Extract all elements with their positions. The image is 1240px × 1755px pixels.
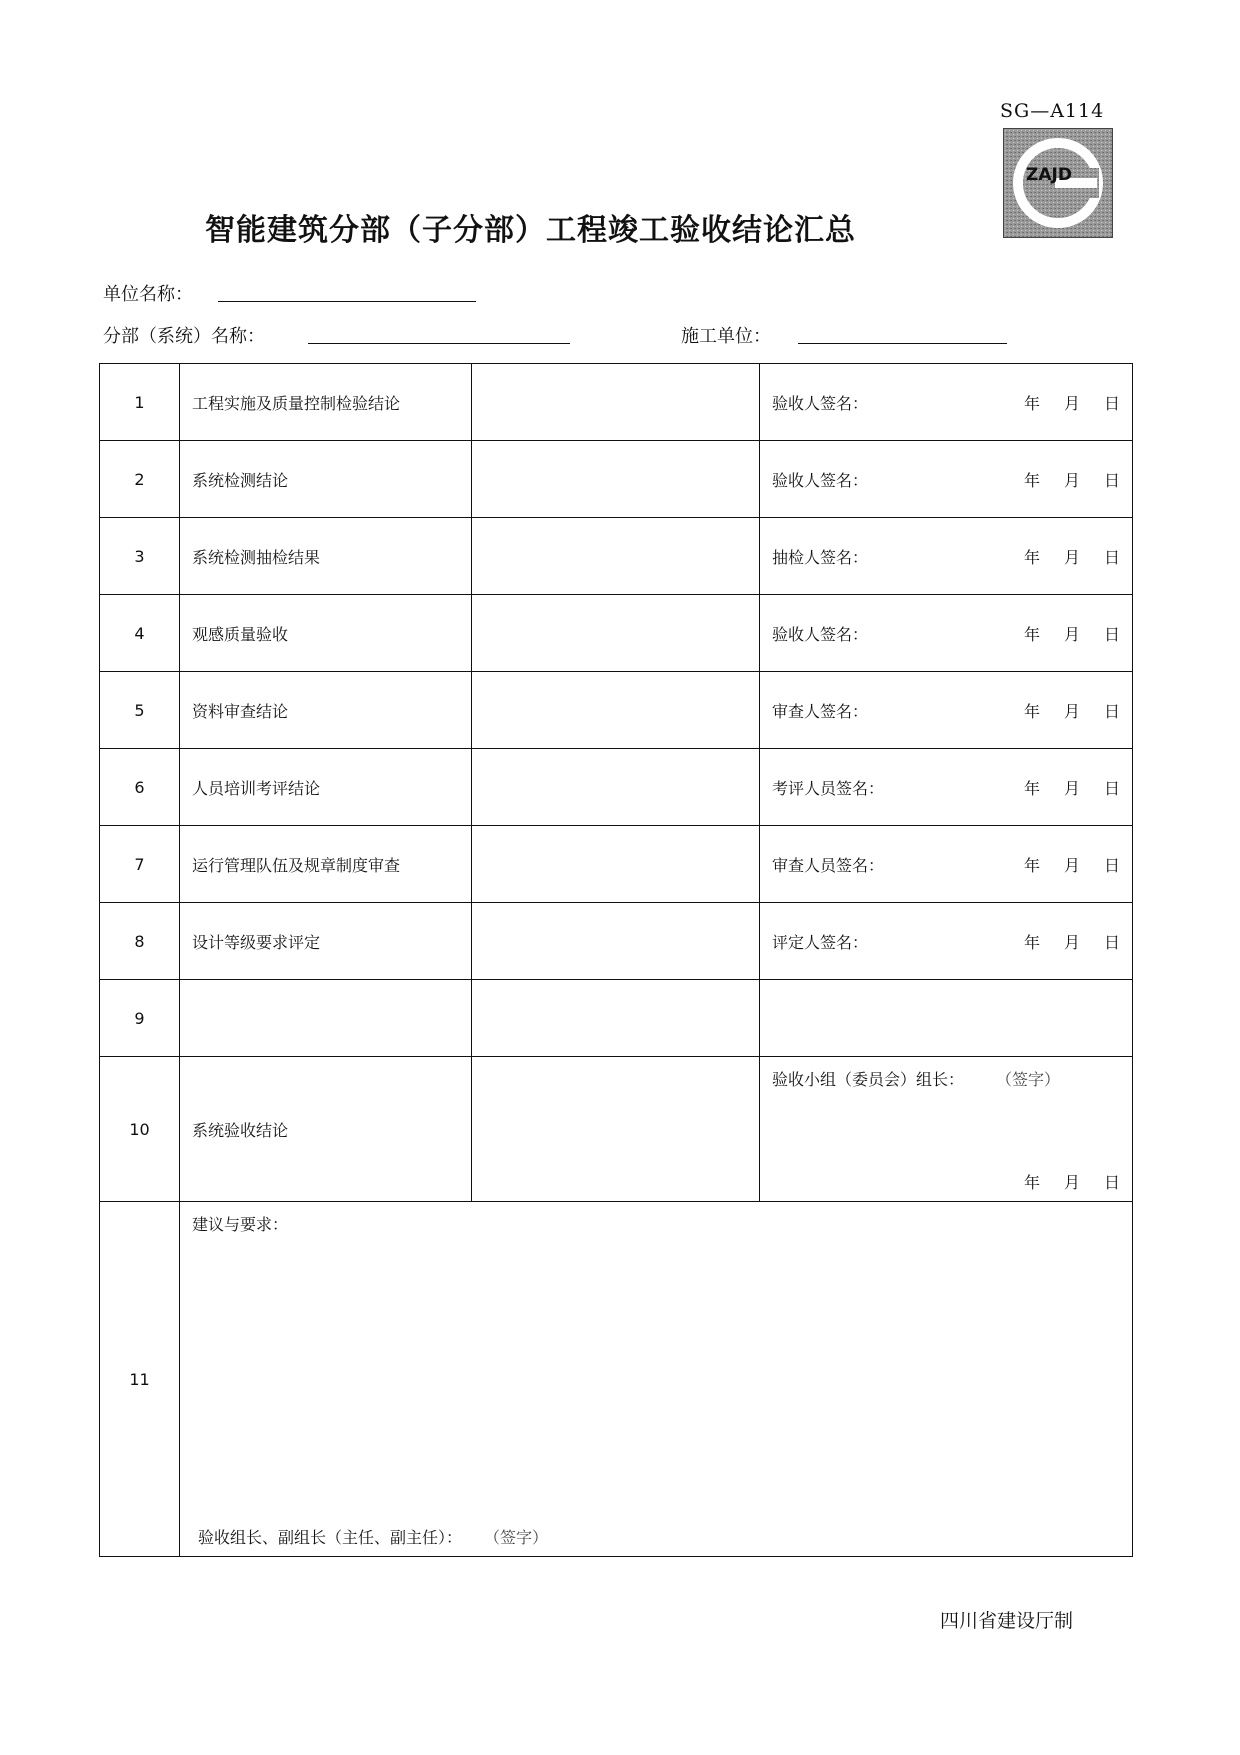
- item-label: 系统验收结论: [180, 1057, 472, 1202]
- row-number: 8: [100, 903, 180, 980]
- leaders-sign-label: 验收组长、副组长（主任、副主任）：: [198, 1528, 463, 1547]
- table-row: [100, 1202, 1133, 1557]
- result-cell[interactable]: [472, 364, 760, 441]
- result-cell[interactable]: [472, 903, 760, 980]
- signature-cell[interactable]: [760, 364, 1133, 441]
- signature-cell[interactable]: [760, 441, 1133, 518]
- day-label: 日: [1103, 470, 1120, 490]
- year-label: 年: [1023, 547, 1040, 567]
- day-label: 日: [1103, 624, 1120, 644]
- contractor-label: 施工单位：: [681, 326, 771, 347]
- division-label: 分部（系统）名称：: [103, 326, 265, 347]
- month-label: 月: [1063, 701, 1080, 721]
- signature-cell[interactable]: [760, 903, 1133, 980]
- year-label: 年: [1023, 855, 1040, 875]
- date-field[interactable]: [1024, 930, 1120, 953]
- issuer-footer: 四川省建设厅制: [940, 1610, 1074, 1632]
- contractor-field[interactable]: [798, 323, 1007, 344]
- table-row: [100, 595, 1133, 672]
- table-row: [100, 441, 1133, 518]
- row-number: 4: [100, 595, 180, 672]
- date-field[interactable]: [1024, 699, 1120, 722]
- month-label: 月: [1063, 932, 1080, 952]
- item-label: 工程实施及质量控制检验结论: [180, 364, 472, 441]
- suggestions-label: 建议与要求：: [192, 1215, 289, 1234]
- acceptance-table: [99, 363, 1133, 1557]
- sign-label: 审查人签名：: [772, 701, 869, 721]
- year-label: 年: [1023, 1173, 1040, 1192]
- sign-label: 验收人签名：: [772, 624, 869, 644]
- sign-label: 评定人签名：: [772, 932, 869, 952]
- year-label: 年: [1023, 932, 1040, 952]
- row-number: 11: [100, 1202, 180, 1557]
- row-number: 9: [100, 980, 180, 1057]
- svg-text:ZAJD: ZAJD: [1026, 165, 1072, 185]
- division-field[interactable]: [308, 323, 570, 344]
- day-label: 日: [1103, 932, 1120, 952]
- item-label: 系统检测抽检结果: [180, 518, 472, 595]
- unit-name-field[interactable]: [218, 281, 476, 302]
- row-number: 3: [100, 518, 180, 595]
- document-title: 智能建筑分部（子分部）工程竣工验收结论汇总: [205, 213, 856, 248]
- month-label: 月: [1063, 855, 1080, 875]
- sign-label: 验收人签名：: [772, 393, 869, 413]
- item-label: 运行管理队伍及规章制度审查: [180, 826, 472, 903]
- result-cell[interactable]: [472, 749, 760, 826]
- date-field[interactable]: [1024, 545, 1120, 568]
- table-row: [100, 903, 1133, 980]
- result-cell[interactable]: [472, 672, 760, 749]
- day-label: 日: [1103, 778, 1120, 798]
- table-row: [100, 980, 1133, 1057]
- sign-label: 考评人员签名：: [772, 778, 885, 798]
- signature-cell[interactable]: [760, 826, 1133, 903]
- date-field[interactable]: [1024, 468, 1120, 491]
- item-label: 观感质量验收: [180, 595, 472, 672]
- leader-signature-cell[interactable]: [760, 1057, 1133, 1202]
- row-number: 6: [100, 749, 180, 826]
- row-number: 5: [100, 672, 180, 749]
- sign-label: 验收人签名：: [772, 470, 869, 490]
- sign-label: 抽检人签名：: [772, 547, 869, 567]
- signature-cell[interactable]: [760, 672, 1133, 749]
- year-label: 年: [1023, 701, 1040, 721]
- result-cell[interactable]: [472, 980, 760, 1057]
- signature-cell[interactable]: [760, 980, 1133, 1057]
- table-row: [100, 826, 1133, 903]
- month-label: 月: [1063, 393, 1080, 413]
- table-row: [100, 672, 1133, 749]
- sign-note: （签字）: [1004, 1070, 1061, 1089]
- item-cell[interactable]: [180, 980, 472, 1057]
- sign-note: （签字）: [492, 1528, 549, 1547]
- month-label: 月: [1063, 470, 1080, 490]
- day-label: 日: [1103, 855, 1120, 875]
- table-row: [100, 518, 1133, 595]
- table-row: [100, 1057, 1133, 1202]
- year-label: 年: [1023, 470, 1040, 490]
- row-number: 2: [100, 441, 180, 518]
- month-label: 月: [1063, 624, 1080, 644]
- table-row: [100, 364, 1133, 441]
- result-cell[interactable]: [472, 1057, 760, 1202]
- zajd-logo: [1003, 128, 1113, 238]
- date-field[interactable]: [1024, 1170, 1120, 1193]
- year-label: 年: [1023, 624, 1040, 644]
- day-label: 日: [1103, 393, 1120, 413]
- date-field[interactable]: [1024, 853, 1120, 876]
- year-label: 年: [1023, 393, 1040, 413]
- signature-cell[interactable]: [760, 518, 1133, 595]
- leader-sign-label: 验收小组（委员会）组长：: [772, 1070, 965, 1089]
- item-label: 资料审查结论: [180, 672, 472, 749]
- date-field[interactable]: [1024, 391, 1120, 414]
- date-field[interactable]: [1024, 622, 1120, 645]
- day-label: 日: [1103, 701, 1120, 721]
- result-cell[interactable]: [472, 826, 760, 903]
- item-label: 系统检测结论: [180, 441, 472, 518]
- result-cell[interactable]: [472, 595, 760, 672]
- suggestions-cell[interactable]: [180, 1202, 1133, 1557]
- day-label: 日: [1103, 1173, 1120, 1192]
- month-label: 月: [1063, 547, 1080, 567]
- table-row: [100, 749, 1133, 826]
- result-cell[interactable]: [472, 518, 760, 595]
- signature-cell[interactable]: [760, 749, 1133, 826]
- row-number: 7: [100, 826, 180, 903]
- unit-name-label: 单位名称：: [103, 284, 193, 305]
- item-label: 设计等级要求评定: [180, 903, 472, 980]
- month-label: 月: [1063, 778, 1080, 798]
- form-code: SG—A114: [1000, 100, 1105, 122]
- item-label: 人员培训考评结论: [180, 749, 472, 826]
- year-label: 年: [1023, 778, 1040, 798]
- date-field[interactable]: [1024, 776, 1120, 799]
- day-label: 日: [1103, 547, 1120, 567]
- row-number: 1: [100, 364, 180, 441]
- month-label: 月: [1063, 1173, 1080, 1192]
- signature-cell[interactable]: [760, 595, 1133, 672]
- sign-label: 审查人员签名：: [772, 855, 885, 875]
- result-cell[interactable]: [472, 441, 760, 518]
- row-number: 10: [100, 1057, 180, 1202]
